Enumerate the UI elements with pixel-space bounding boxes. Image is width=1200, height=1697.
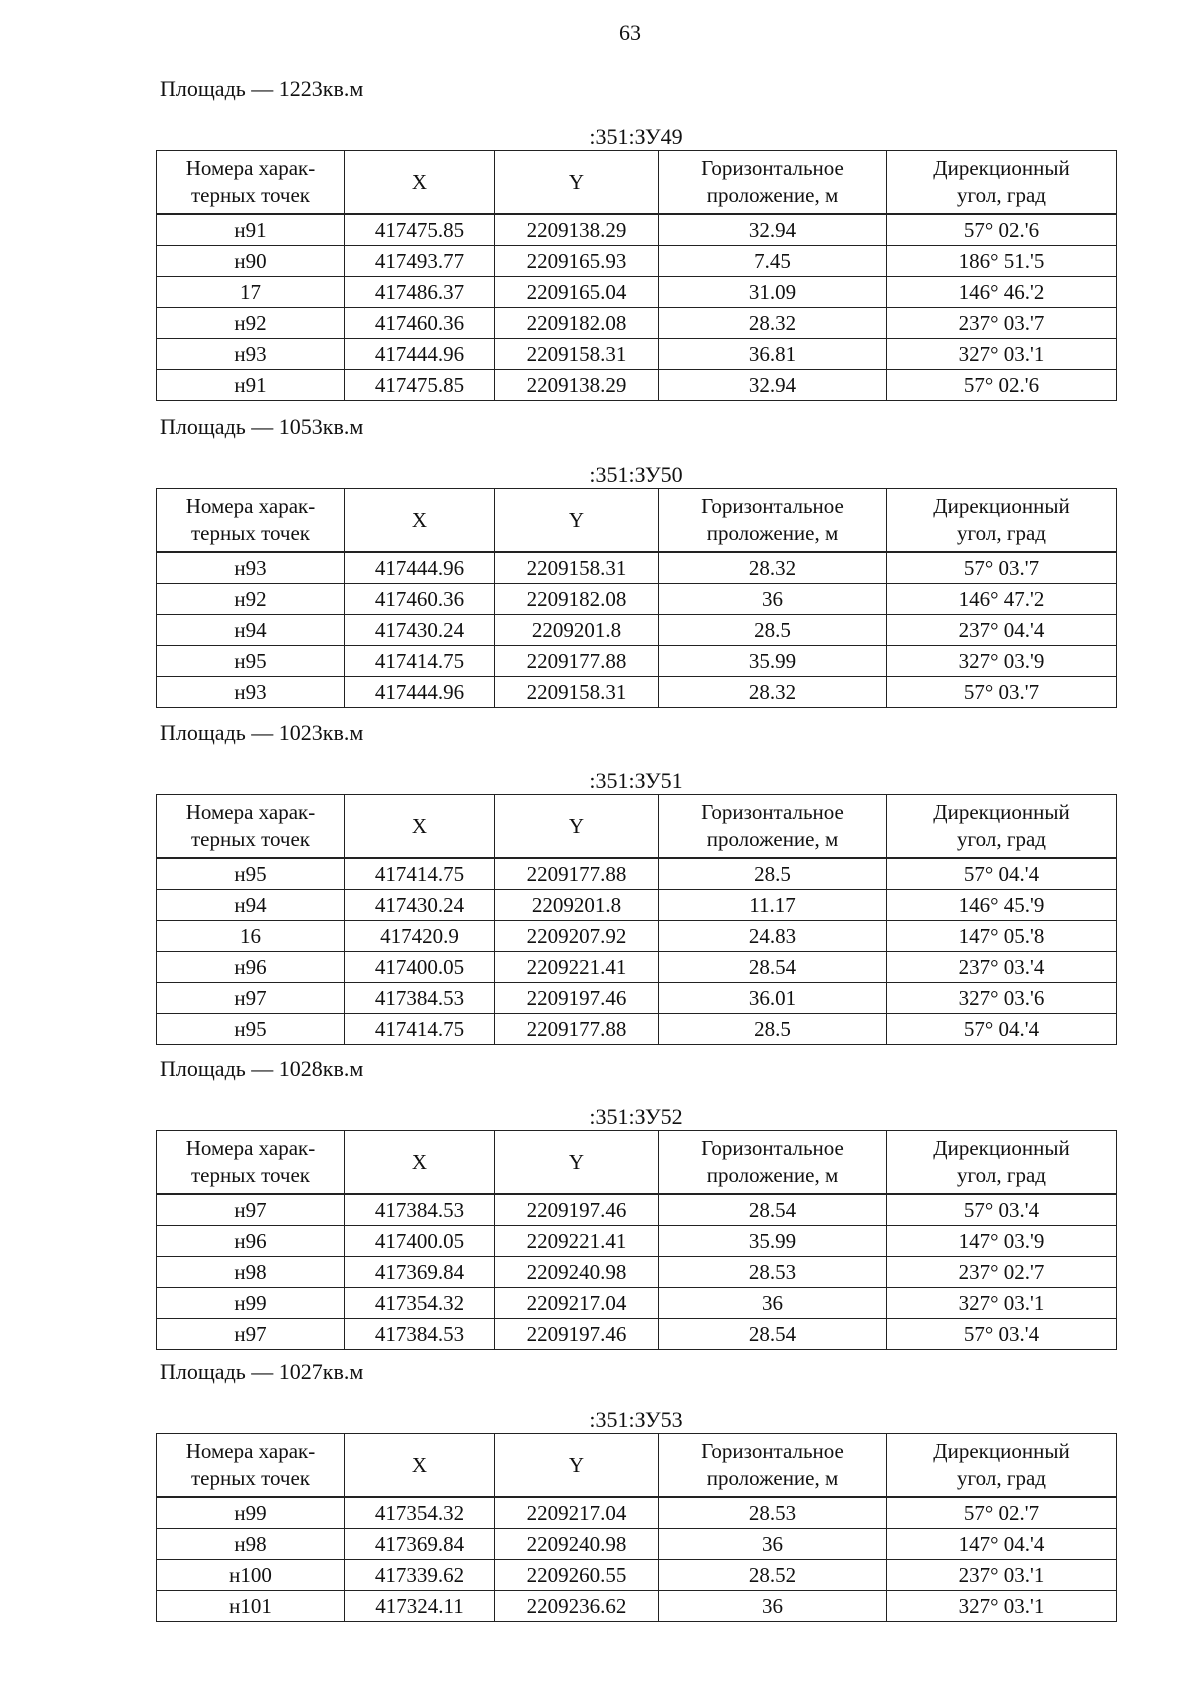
table-row	[157, 921, 1117, 952]
table-row	[157, 552, 1117, 584]
cell-point: н96	[157, 952, 345, 983]
cell-x: 417354.32	[345, 1497, 495, 1529]
coordinates-table	[156, 150, 1117, 401]
cell-distance: 28.5	[659, 858, 887, 890]
cell-point: н99	[157, 1497, 345, 1529]
cell-distance: 35.99	[659, 646, 887, 677]
cell-angle: 57° 03.'7	[887, 677, 1117, 708]
header-distance: Горизонтальное проложение, м	[659, 795, 887, 859]
header-distance: Горизонтальное проложение, м	[659, 1434, 887, 1498]
cell-distance: 28.32	[659, 677, 887, 708]
cell-point: н93	[157, 339, 345, 370]
section-title: :351:ЗУ50	[589, 462, 683, 487]
table-row	[157, 677, 1117, 708]
cell-point: н93	[157, 552, 345, 584]
cell-point: н97	[157, 1194, 345, 1226]
cell-distance: 36.81	[659, 339, 887, 370]
cell-angle: 237° 03.'1	[887, 1560, 1117, 1591]
header-x: X	[345, 1131, 495, 1195]
table-row	[157, 1288, 1117, 1319]
header-x: X	[345, 151, 495, 215]
cell-y: 2209138.29	[495, 370, 659, 401]
cell-point: н99	[157, 1288, 345, 1319]
header-point-number: Номера харак- терных точек	[157, 1434, 345, 1498]
cell-x: 417414.75	[345, 1014, 495, 1045]
cell-y: 2209177.88	[495, 1014, 659, 1045]
section-title: :351:ЗУ51	[589, 768, 683, 793]
cell-x: 417460.36	[345, 584, 495, 615]
cell-point: н95	[157, 646, 345, 677]
table-row	[157, 214, 1117, 246]
cell-angle: 237° 03.'7	[887, 308, 1117, 339]
cell-angle: 146° 47.'2	[887, 584, 1117, 615]
header-y: Y	[495, 1434, 659, 1498]
cell-distance: 28.32	[659, 308, 887, 339]
cell-point: н95	[157, 1014, 345, 1045]
cell-point: н95	[157, 858, 345, 890]
cell-angle: 147° 03.'9	[887, 1226, 1117, 1257]
cell-x: 417430.24	[345, 890, 495, 921]
header-x: X	[345, 1434, 495, 1498]
cell-y: 2209165.04	[495, 277, 659, 308]
cell-x: 417414.75	[345, 646, 495, 677]
area-label: Площадь — 1028кв.м	[160, 1056, 364, 1081]
cell-distance: 36	[659, 584, 887, 615]
cell-y: 2209221.41	[495, 952, 659, 983]
cell-angle: 57° 03.'4	[887, 1194, 1117, 1226]
cell-y: 2209177.88	[495, 646, 659, 677]
cell-angle: 327° 03.'9	[887, 646, 1117, 677]
cell-angle: 57° 04.'4	[887, 858, 1117, 890]
cell-point: н94	[157, 615, 345, 646]
cell-distance: 28.54	[659, 952, 887, 983]
cell-angle: 186° 51.'5	[887, 246, 1117, 277]
cell-x: 417444.96	[345, 339, 495, 370]
cell-angle: 237° 04.'4	[887, 615, 1117, 646]
cell-point: н100	[157, 1560, 345, 1591]
section-title: :351:ЗУ52	[589, 1104, 683, 1129]
cell-y: 2209158.31	[495, 677, 659, 708]
cell-angle: 147° 04.'4	[887, 1529, 1117, 1560]
header-angle: Дирекционный угол, град	[887, 489, 1117, 553]
table-row	[157, 1319, 1117, 1350]
cell-y: 2209177.88	[495, 858, 659, 890]
header-x: X	[345, 795, 495, 859]
cell-y: 2209197.46	[495, 1319, 659, 1350]
area-label: Площадь — 1023кв.м	[160, 720, 364, 745]
cell-y: 2209260.55	[495, 1560, 659, 1591]
header-row	[157, 489, 1117, 553]
cell-point: н90	[157, 246, 345, 277]
cell-distance: 28.5	[659, 615, 887, 646]
cell-x: 417475.85	[345, 214, 495, 246]
cell-angle: 57° 04.'4	[887, 1014, 1117, 1045]
section-title: :351:ЗУ49	[589, 124, 683, 149]
cell-y: 2209197.46	[495, 1194, 659, 1226]
cell-y: 2209182.08	[495, 308, 659, 339]
cell-point: н92	[157, 584, 345, 615]
header-point-number: Номера харак- терных точек	[157, 795, 345, 859]
cell-x: 417384.53	[345, 983, 495, 1014]
table-row	[157, 1194, 1117, 1226]
section-title: :351:ЗУ53	[589, 1407, 683, 1432]
header-point-number: Номера харак- терных точек	[157, 489, 345, 553]
cell-x: 417384.53	[345, 1319, 495, 1350]
cell-x: 417460.36	[345, 308, 495, 339]
cell-angle: 327° 03.'1	[887, 339, 1117, 370]
cell-angle: 57° 03.'4	[887, 1319, 1117, 1350]
table-row	[157, 1257, 1117, 1288]
cell-distance: 32.94	[659, 214, 887, 246]
table-row	[157, 1226, 1117, 1257]
cell-y: 2209165.93	[495, 246, 659, 277]
cell-point: н92	[157, 308, 345, 339]
cell-x: 417444.96	[345, 552, 495, 584]
cell-distance: 28.53	[659, 1257, 887, 1288]
table-row	[157, 858, 1117, 890]
cell-point: н101	[157, 1591, 345, 1622]
cell-distance: 35.99	[659, 1226, 887, 1257]
cell-point: 16	[157, 921, 345, 952]
cell-point: 17	[157, 277, 345, 308]
table-row	[157, 983, 1117, 1014]
header-row	[157, 151, 1117, 215]
cell-angle: 327° 03.'1	[887, 1591, 1117, 1622]
table-row	[157, 1560, 1117, 1591]
cell-x: 417486.37	[345, 277, 495, 308]
cell-point: н93	[157, 677, 345, 708]
cell-point: н97	[157, 1319, 345, 1350]
table-row	[157, 1497, 1117, 1529]
cell-x: 417339.62	[345, 1560, 495, 1591]
coordinates-table	[156, 794, 1117, 1045]
header-angle: Дирекционный угол, град	[887, 795, 1117, 859]
cell-x: 417493.77	[345, 246, 495, 277]
header-row	[157, 1131, 1117, 1195]
cell-point: н98	[157, 1529, 345, 1560]
cell-angle: 147° 05.'8	[887, 921, 1117, 952]
cell-angle: 327° 03.'6	[887, 983, 1117, 1014]
cell-x: 417420.9	[345, 921, 495, 952]
cell-distance: 28.53	[659, 1497, 887, 1529]
cell-point: н97	[157, 983, 345, 1014]
cell-y: 2209182.08	[495, 584, 659, 615]
cell-y: 2209201.8	[495, 890, 659, 921]
cell-x: 417324.11	[345, 1591, 495, 1622]
cell-angle: 57° 02.'6	[887, 214, 1117, 246]
cell-distance: 31.09	[659, 277, 887, 308]
header-point-number: Номера харак- терных точек	[157, 1131, 345, 1195]
table-row	[157, 1014, 1117, 1045]
cell-x: 417430.24	[345, 615, 495, 646]
cell-x: 417354.32	[345, 1288, 495, 1319]
area-label: Площадь — 1027кв.м	[160, 1359, 364, 1384]
header-x: X	[345, 489, 495, 553]
cell-point: н96	[157, 1226, 345, 1257]
cell-distance: 36	[659, 1591, 887, 1622]
cell-y: 2209138.29	[495, 214, 659, 246]
cell-point: н91	[157, 214, 345, 246]
coordinates-table	[156, 488, 1117, 708]
page-number: 63	[619, 20, 641, 45]
header-angle: Дирекционный угол, град	[887, 1434, 1117, 1498]
cell-distance: 24.83	[659, 921, 887, 952]
cell-angle: 327° 03.'1	[887, 1288, 1117, 1319]
table-row	[157, 890, 1117, 921]
header-distance: Горизонтальное проложение, м	[659, 1131, 887, 1195]
cell-x: 417369.84	[345, 1257, 495, 1288]
header-angle: Дирекционный угол, град	[887, 1131, 1117, 1195]
cell-distance: 28.54	[659, 1319, 887, 1350]
header-angle: Дирекционный угол, град	[887, 151, 1117, 215]
cell-angle: 146° 45.'9	[887, 890, 1117, 921]
table-row	[157, 277, 1117, 308]
cell-distance: 7.45	[659, 246, 887, 277]
cell-distance: 36	[659, 1288, 887, 1319]
cell-x: 417369.84	[345, 1529, 495, 1560]
table-row	[157, 584, 1117, 615]
cell-point: н98	[157, 1257, 345, 1288]
cell-distance: 28.52	[659, 1560, 887, 1591]
cell-angle: 57° 02.'6	[887, 370, 1117, 401]
cell-y: 2209240.98	[495, 1257, 659, 1288]
cell-distance: 28.5	[659, 1014, 887, 1045]
header-point-number: Номера харак- терных точек	[157, 151, 345, 215]
coordinates-table	[156, 1130, 1117, 1350]
cell-angle: 57° 02.'7	[887, 1497, 1117, 1529]
area-label: Площадь — 1223кв.м	[160, 76, 364, 101]
header-y: Y	[495, 795, 659, 859]
header-row	[157, 795, 1117, 859]
table-row	[157, 615, 1117, 646]
cell-angle: 57° 03.'7	[887, 552, 1117, 584]
cell-angle: 237° 03.'4	[887, 952, 1117, 983]
cell-angle: 237° 02.'7	[887, 1257, 1117, 1288]
table-row	[157, 646, 1117, 677]
cell-distance: 36.01	[659, 983, 887, 1014]
cell-distance: 36	[659, 1529, 887, 1560]
header-distance: Горизонтальное проложение, м	[659, 151, 887, 215]
table-row	[157, 246, 1117, 277]
cell-y: 2209201.8	[495, 615, 659, 646]
header-distance: Горизонтальное проложение, м	[659, 489, 887, 553]
cell-distance: 28.54	[659, 1194, 887, 1226]
table-row	[157, 370, 1117, 401]
table-row	[157, 308, 1117, 339]
cell-y: 2209240.98	[495, 1529, 659, 1560]
cell-y: 2209221.41	[495, 1226, 659, 1257]
cell-x: 417475.85	[345, 370, 495, 401]
table-row	[157, 952, 1117, 983]
cell-y: 2209207.92	[495, 921, 659, 952]
cell-x: 417414.75	[345, 858, 495, 890]
coordinates-table	[156, 1433, 1117, 1622]
cell-x: 417400.05	[345, 952, 495, 983]
cell-angle: 146° 46.'2	[887, 277, 1117, 308]
cell-x: 417444.96	[345, 677, 495, 708]
cell-y: 2209158.31	[495, 339, 659, 370]
cell-y: 2209217.04	[495, 1497, 659, 1529]
table-row	[157, 339, 1117, 370]
area-label: Площадь — 1053кв.м	[160, 414, 364, 439]
table-row	[157, 1529, 1117, 1560]
header-y: Y	[495, 489, 659, 553]
cell-point: н91	[157, 370, 345, 401]
table-row	[157, 1591, 1117, 1622]
cell-distance: 11.17	[659, 890, 887, 921]
cell-distance: 32.94	[659, 370, 887, 401]
cell-x: 417400.05	[345, 1226, 495, 1257]
cell-y: 2209158.31	[495, 552, 659, 584]
header-y: Y	[495, 151, 659, 215]
cell-distance: 28.32	[659, 552, 887, 584]
cell-x: 417384.53	[345, 1194, 495, 1226]
cell-y: 2209197.46	[495, 983, 659, 1014]
cell-point: н94	[157, 890, 345, 921]
header-y: Y	[495, 1131, 659, 1195]
header-row	[157, 1434, 1117, 1498]
cell-y: 2209236.62	[495, 1591, 659, 1622]
cell-y: 2209217.04	[495, 1288, 659, 1319]
